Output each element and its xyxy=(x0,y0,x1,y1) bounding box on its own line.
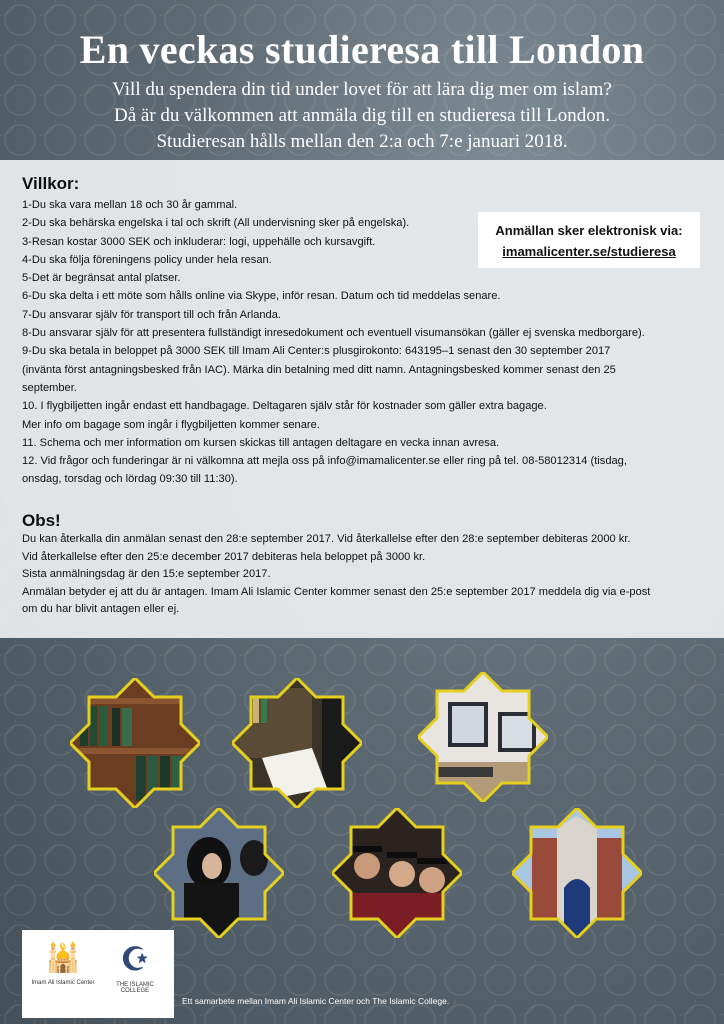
registration-callout xyxy=(478,212,700,268)
partner-logos xyxy=(22,930,174,1018)
condition-item: 2-Du ska behärska engelska i tal och skrift (All undervisning sker på engelska). xyxy=(22,217,410,230)
condition-item: 6-Du ska delta i ett möte som hålls online via Skype, inför resan. Datum och tid meddelas senare. xyxy=(22,290,501,303)
condition-item: 4-Du ska följa föreningens policy under hela resan. xyxy=(22,253,272,266)
footer-note: Ett samarbete mellan Imam Ali Islamic Center och The Islamic College. xyxy=(182,996,450,1006)
note-item: Anmälan betyder ej att du är antagen. Imam Ali Islamic Center kommer senast den 25:e september 2017 meddela dig via e-post xyxy=(22,585,651,598)
condition-item: 7-Du ansvarar själv för transport till och från Arlanda. xyxy=(22,308,281,321)
page-title: En veckas studieresa till London xyxy=(79,27,645,72)
condition-item: 9-Du ska betala in beloppet på 3000 SEK till Imam Ali Center:s plusgirokonto: 643195–1 senast den 30 september 2017 xyxy=(22,345,611,358)
registration-link[interactable]: imamalicenter.se/studieresa xyxy=(502,244,676,259)
note-item: om du har blivit antagen eller ej. xyxy=(22,603,180,615)
graduates-photo xyxy=(332,808,462,938)
iac-caption: Imam Ali Islamic Center xyxy=(31,980,95,986)
ic-caption: THE ISLAMIC COLLEGE xyxy=(116,982,154,994)
condition-item: 11. Schema och mer information om kursen skickas till antagen deltagare en vecka innan avresa. xyxy=(22,436,500,449)
condition-item: 5-Det är begränsat antal platser. xyxy=(22,272,181,285)
condition-item: 8-Du ansvarar själv för att presentera fullständigt inresedokument och eventuell visumansökan (gäller ej svenska medborgare). xyxy=(22,327,645,340)
condition-item: 12. Vid frågor och funderingar är ni välkomna att mejla oss på info@imamalicenter.se eller ring på tel. 08-58012314 (tisdag, xyxy=(22,455,627,468)
crescent-icon: ☪ xyxy=(120,941,150,977)
notes-list xyxy=(22,531,712,619)
intro-line-3: Studieresan hålls mellan den 2:a och 7:e januari 2018. xyxy=(156,131,568,152)
computer-lab-photo xyxy=(418,672,548,802)
condition-item: onsdag, torsdag och lördag 09:30 till 11:30). xyxy=(22,473,238,486)
condition-item: (invänta först antagningsbesked från IAC). Märka din betalning med ditt namn. Antagningsbesked kommer senast den 25 xyxy=(22,363,616,376)
condition-item: 10. I flygbiljetten ingår endast ett handbagage. Deltagaren själv står för kostnader som gäller extra bagage. xyxy=(22,400,547,413)
mosque-icon: 🕌 xyxy=(45,942,81,973)
note-item: Vid återkallelse efter den 25:e december 2017 debiteras hela beloppet på 3000 kr. xyxy=(22,550,426,563)
intro-line-2: Då är du välkommen att anmäla dig till en studieresa till London. xyxy=(114,105,610,126)
intro-line-1: Vill du spendera din tid under lovet för att lära dig mer om islam? xyxy=(112,79,612,100)
condition-item: Mer info om bagage som ingår i flygbiljetten kommer senare. xyxy=(22,418,320,431)
reading-photo xyxy=(232,678,362,808)
header xyxy=(0,0,724,160)
notes-heading: Obs! xyxy=(22,511,61,530)
students-photo xyxy=(154,808,284,938)
condition-item: 1-Du ska vara mellan 18 och 30 år gammal. xyxy=(22,199,238,211)
note-item: Sista anmälningsdag är den 15:e september 2017. xyxy=(22,568,271,580)
note-item: Du kan återkalla din anmälan senast den 28:e september 2017. Vid återkallelse efter den 28:e september debiteras 2000 kr. xyxy=(22,533,631,545)
condition-item: september. xyxy=(22,381,77,394)
iac-logo xyxy=(28,936,98,1014)
bookshelf-photo xyxy=(70,678,200,808)
conditions-heading: Villkor: xyxy=(22,174,80,193)
registration-label: Anmällan sker elektronisk via: xyxy=(495,223,683,238)
islamic-college-logo xyxy=(102,936,168,1014)
condition-item: 3-Resan kostar 3000 SEK och inkluderar: logi, uppehälle och kursavgift. xyxy=(22,235,376,248)
college-building-photo xyxy=(512,808,642,938)
